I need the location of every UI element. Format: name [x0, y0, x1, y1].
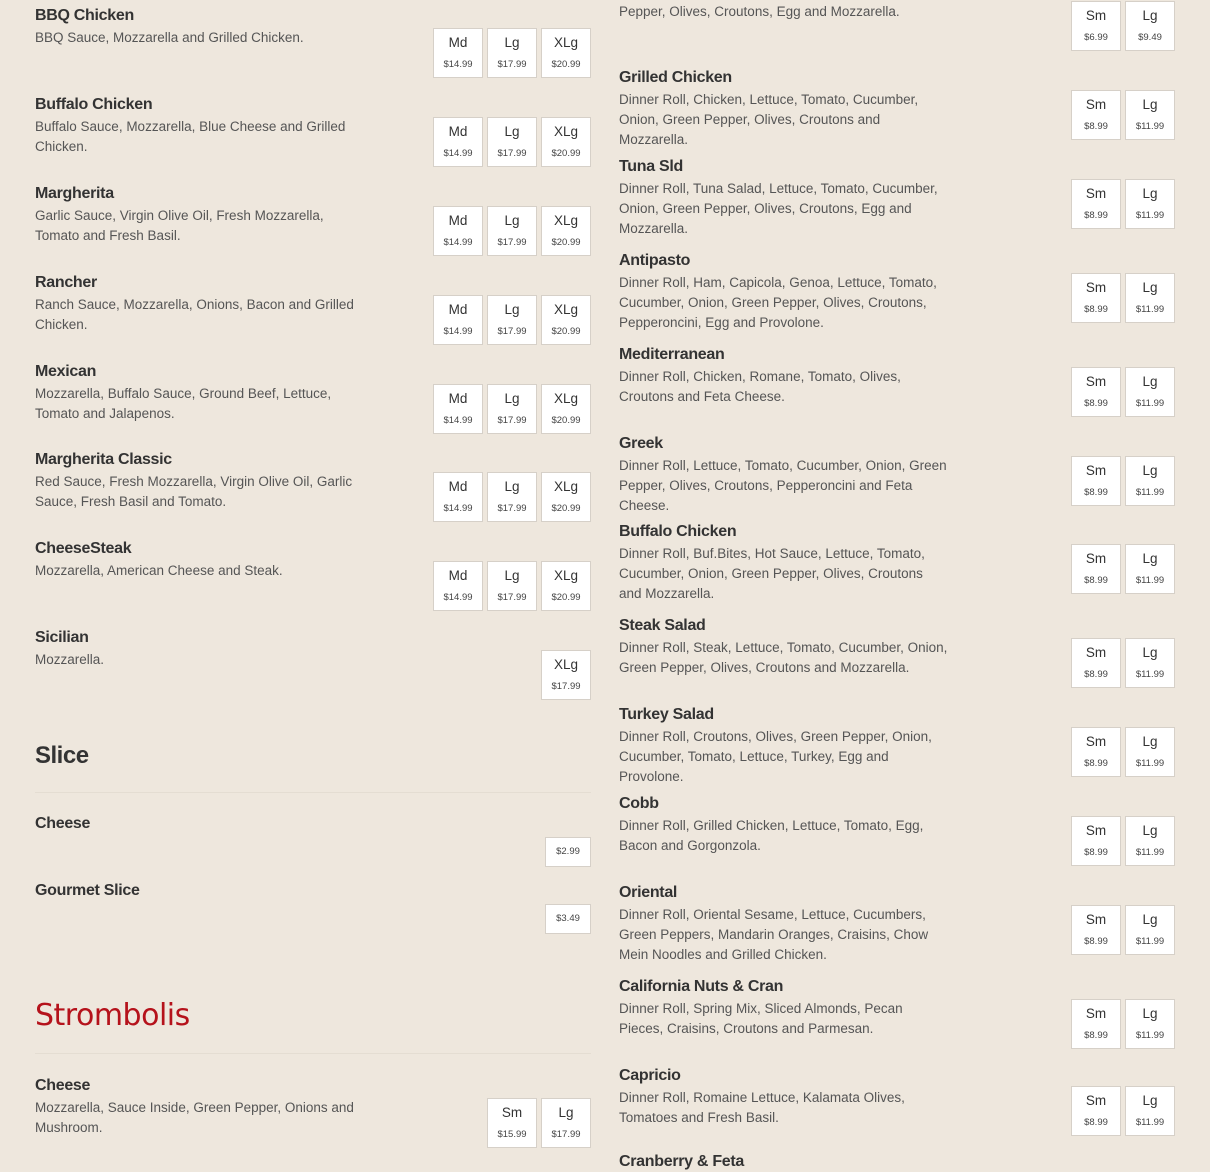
size-label: Lg: [504, 124, 520, 139]
price-label: $14.99: [443, 592, 473, 603]
menu-item: [35, 539, 591, 603]
price-label: $8.99: [1084, 487, 1108, 498]
price-options: [1071, 727, 1175, 777]
item-description: Ranch Sauce, Mozzarella, Onions, Bacon and Grilled Chicken.: [35, 297, 354, 332]
price-option-xlg[interactable]: [541, 28, 591, 78]
section-title-strombolis: Strombolis: [35, 998, 190, 1033]
price-label: $14.99: [443, 326, 473, 337]
price-label: $3.49: [556, 913, 580, 924]
item-description: Dinner Roll, Ham, Capicola, Genoa, Lettuce, Tomato, Cucumber, Onion, Green Pepper, Olives, Croutons, Pepperoncini, Egg and Provolone.: [619, 275, 937, 330]
price-options: [545, 837, 591, 867]
price-option-sm[interactable]: [1071, 905, 1121, 955]
price-option-lg[interactable]: [1125, 727, 1175, 777]
price-option-xlg[interactable]: [541, 561, 591, 611]
menu-item: [619, 345, 1175, 407]
menu-item: [35, 362, 591, 424]
price-label: $11.99: [1135, 669, 1165, 680]
item-description: Mozzarella, American Cheese and Steak.: [35, 563, 283, 578]
price-label: $17.99: [497, 503, 527, 514]
size-label: Md: [448, 302, 468, 317]
item-name: Oriental: [619, 884, 678, 901]
size-label: Sm: [1085, 734, 1107, 749]
price-option[interactable]: [545, 904, 591, 934]
price-label: $11.99: [1135, 304, 1165, 315]
price-label: $8.99: [1084, 398, 1108, 409]
price-label: $20.99: [551, 59, 581, 70]
price-option-lg[interactable]: [1125, 456, 1175, 506]
menu-item: [619, 616, 1175, 678]
price-option-xlg[interactable]: [541, 650, 591, 700]
menu-item: [619, 1066, 1175, 1128]
size-label: Sm: [1085, 97, 1107, 112]
menu-item: [35, 628, 591, 692]
price-label: $17.99: [551, 1129, 581, 1140]
size-label: Lg: [1142, 1006, 1158, 1021]
price-label: $11.99: [1135, 1030, 1165, 1041]
menu-item: [35, 6, 591, 70]
price-options: [1071, 1086, 1175, 1136]
price-options: [433, 28, 591, 78]
size-label: Lg: [558, 1105, 574, 1120]
price-option-lg[interactable]: [1125, 816, 1175, 866]
price-label: $15.99: [497, 1129, 527, 1140]
price-options: [1071, 367, 1175, 417]
price-label: $8.99: [1084, 936, 1108, 947]
price-label: $11.99: [1135, 398, 1165, 409]
size-label: XLg: [553, 568, 579, 583]
price-label: $17.99: [497, 148, 527, 159]
price-label: $8.99: [1084, 210, 1108, 221]
price-option-lg[interactable]: [487, 472, 537, 522]
item-name: Capricio: [619, 1067, 681, 1084]
size-label: XLg: [553, 124, 579, 139]
item-name: Margherita Classic: [35, 451, 172, 468]
price-option-sm[interactable]: [1071, 727, 1121, 777]
price-label: $8.99: [1084, 575, 1108, 586]
price-option-sm[interactable]: [1071, 1086, 1121, 1136]
size-label: Sm: [1085, 823, 1107, 838]
menu-item: [35, 184, 591, 246]
size-label: Lg: [1142, 823, 1158, 838]
price-label: $14.99: [443, 415, 473, 426]
item-name: Grilled Chicken: [619, 69, 732, 86]
item-description: Garlic Sauce, Virgin Olive Oil, Fresh Mozzarella, Tomato and Fresh Basil.: [35, 208, 324, 243]
price-option-sm[interactable]: [1071, 367, 1121, 417]
price-label: $11.99: [1135, 1117, 1165, 1128]
size-label: Sm: [1085, 912, 1107, 927]
item-name: Rancher: [35, 274, 97, 291]
size-label: Lg: [504, 479, 520, 494]
price-label: $20.99: [551, 415, 581, 426]
price-option-lg[interactable]: [541, 1098, 591, 1148]
section-title-slice: Slice: [35, 742, 89, 769]
price-option-md[interactable]: [433, 561, 483, 611]
price-option-lg[interactable]: [487, 561, 537, 611]
menu-item: [35, 95, 591, 157]
menu-item: [619, 705, 1175, 787]
price-option-md[interactable]: [433, 206, 483, 256]
price-option-sm[interactable]: [487, 1098, 537, 1148]
size-label: Lg: [1142, 374, 1158, 389]
size-label: Lg: [1142, 8, 1158, 23]
item-description: Dinner Roll, Romaine Lettuce, Kalamata Olives, Tomatoes and Fresh Basil.: [619, 1090, 905, 1125]
price-option-lg[interactable]: [1125, 179, 1175, 229]
price-option-sm[interactable]: [1071, 816, 1121, 866]
menu-item: [35, 273, 591, 335]
price-label: $11.99: [1135, 121, 1165, 132]
price-option-lg[interactable]: [487, 295, 537, 345]
item-name: Cobb: [619, 795, 659, 812]
price-label: $20.99: [551, 237, 581, 248]
item-description: Dinner Roll, Steak, Lettuce, Tomato, Cucumber, Onion, Green Pepper, Olives, Croutons and Mozzarella.: [619, 640, 948, 675]
size-label: Lg: [504, 35, 520, 50]
size-label: Lg: [1142, 912, 1158, 927]
size-label: Lg: [1142, 463, 1158, 478]
price-option-lg[interactable]: [1125, 90, 1175, 140]
item-name: Sicilian: [35, 629, 89, 646]
item-name: California Nuts & Cran: [619, 978, 784, 995]
size-label: Sm: [501, 1105, 523, 1120]
price-option-sm[interactable]: [1071, 179, 1121, 229]
item-description: Mozzarella.: [35, 652, 105, 667]
menu-item: [619, 883, 1175, 965]
item-name: Buffalo Chicken: [35, 96, 153, 113]
menu-item: [619, 0, 1175, 43]
price-option-xlg[interactable]: [541, 472, 591, 522]
size-label: Lg: [1142, 1093, 1158, 1108]
menu-item: [619, 251, 1175, 333]
size-label: Sm: [1085, 463, 1107, 478]
size-label: Md: [448, 479, 468, 494]
item-name: Turkey Salad: [619, 706, 714, 723]
item-description: Buffalo Sauce, Mozzarella, Blue Cheese and Grilled Chicken.: [35, 119, 346, 154]
price-options: [1071, 456, 1175, 506]
size-label: Lg: [1142, 186, 1158, 201]
price-label: $8.99: [1084, 304, 1108, 315]
price-options: [1071, 816, 1175, 866]
price-option-md[interactable]: [433, 384, 483, 434]
size-label: Lg: [1142, 97, 1158, 112]
item-description: Pepper, Olives, Croutons, Egg and Mozzarella.: [619, 4, 900, 19]
size-label: Md: [448, 35, 468, 50]
item-description: Red Sauce, Fresh Mozzarella, Virgin Olive Oil, Garlic Sauce, Fresh Basil and Tomato.: [35, 474, 353, 509]
price-option-xlg[interactable]: [541, 206, 591, 256]
price-label: $17.99: [497, 59, 527, 70]
item-name: Tuna Sld: [619, 158, 683, 175]
price-label: $17.99: [497, 415, 527, 426]
size-label: Sm: [1085, 280, 1107, 295]
item-name: Cheese: [35, 815, 91, 832]
item-name: Buffalo Chicken: [619, 523, 737, 540]
price-options: [1071, 90, 1175, 140]
size-label: XLg: [553, 657, 579, 672]
size-label: Sm: [1085, 1093, 1107, 1108]
item-description: Dinner Roll, Chicken, Romane, Tomato, Olives, Croutons and Feta Cheese.: [619, 369, 901, 404]
price-label: $14.99: [443, 148, 473, 159]
menu-item: [619, 1152, 1175, 1172]
item-description: Dinner Roll, Chicken, Lettuce, Tomato, Cucumber, Onion, Green Pepper, Olives, Croutons and Mozzarella.: [619, 92, 919, 147]
size-label: XLg: [553, 35, 579, 50]
item-description: Dinner Roll, Spring Mix, Sliced Almonds, Pecan Pieces, Craisins, Croutons and Parmesan.: [619, 1001, 903, 1036]
price-options: [433, 117, 591, 167]
menu-item: [35, 881, 591, 924]
menu-item: [619, 522, 1175, 604]
item-description: Dinner Roll, Lettuce, Tomato, Cucumber, Onion, Green Pepper, Olives, Croutons, Pepperoncini and Feta Cheese.: [619, 458, 947, 513]
price-options: [433, 561, 591, 611]
price-label: $20.99: [551, 148, 581, 159]
size-label: XLg: [553, 302, 579, 317]
price-option-sm[interactable]: [1071, 544, 1121, 594]
price-label: $20.99: [551, 503, 581, 514]
item-name: Mediterranean: [619, 346, 725, 363]
size-label: Lg: [504, 568, 520, 583]
price-option-md[interactable]: [433, 28, 483, 78]
price-label: $11.99: [1135, 487, 1165, 498]
price-label: $17.99: [497, 592, 527, 603]
size-label: Sm: [1085, 8, 1107, 23]
price-options: [1071, 179, 1175, 229]
price-label: $11.99: [1135, 210, 1165, 221]
price-options: [433, 295, 591, 345]
price-label: $11.99: [1135, 758, 1165, 769]
size-label: Lg: [1142, 551, 1158, 566]
menu-item: [619, 157, 1175, 239]
menu-item: [619, 434, 1175, 516]
price-option-lg[interactable]: [1125, 999, 1175, 1049]
item-name: Mexican: [35, 363, 97, 380]
price-label: $11.99: [1135, 936, 1165, 947]
item-name: Greek: [619, 435, 663, 452]
price-label: $8.99: [1084, 758, 1108, 769]
size-label: Sm: [1085, 645, 1107, 660]
price-option-sm[interactable]: [1071, 999, 1121, 1049]
price-label: $11.99: [1135, 847, 1165, 858]
size-label: Lg: [504, 302, 520, 317]
price-label: $6.99: [1084, 32, 1108, 43]
price-options: [487, 1098, 591, 1148]
size-label: Md: [448, 213, 468, 228]
price-options: [541, 650, 591, 700]
item-name: Cranberry & Feta: [619, 1153, 745, 1170]
price-label: $20.99: [551, 592, 581, 603]
item-description: Dinner Roll, Grilled Chicken, Lettuce, Tomato, Egg, Bacon and Gorgonzola.: [619, 818, 924, 853]
price-options: [1071, 638, 1175, 688]
price-label: $17.99: [497, 237, 527, 248]
price-label: $17.99: [497, 326, 527, 337]
price-label: $14.99: [443, 503, 473, 514]
size-label: Sm: [1085, 186, 1107, 201]
size-label: Sm: [1085, 374, 1107, 389]
item-description: Dinner Roll, Buf.Bites, Hot Sauce, Lettuce, Tomato, Cucumber, Onion, Green Pepper, Olives, Croutons and Mozzarella.: [619, 546, 925, 601]
section-divider: [35, 792, 591, 793]
price-label: $9.49: [1138, 32, 1162, 43]
price-label: $8.99: [1084, 1030, 1108, 1041]
menu-item: [35, 814, 591, 857]
item-name: Gourmet Slice: [35, 882, 140, 899]
item-name: CheeseSteak: [35, 540, 132, 557]
item-name: Antipasto: [619, 252, 691, 269]
size-label: Md: [448, 124, 468, 139]
size-label: Lg: [1142, 645, 1158, 660]
size-label: Lg: [504, 213, 520, 228]
price-option-xlg[interactable]: [541, 384, 591, 434]
price-option-xlg[interactable]: [541, 295, 591, 345]
price-options: [433, 206, 591, 256]
price-option-sm[interactable]: [1071, 456, 1121, 506]
price-label: $2.99: [556, 846, 580, 857]
price-option-lg[interactable]: [1125, 1, 1175, 51]
price-option-lg[interactable]: [487, 28, 537, 78]
price-options: [1071, 905, 1175, 955]
size-label: Sm: [1085, 551, 1107, 566]
menu-item: [619, 68, 1175, 150]
price-option-lg[interactable]: [487, 384, 537, 434]
size-label: XLg: [553, 391, 579, 406]
item-name: BBQ Chicken: [35, 7, 134, 24]
price-label: $8.99: [1084, 847, 1108, 858]
item-name: Margherita: [35, 185, 114, 202]
price-option-lg[interactable]: [1125, 273, 1175, 323]
item-description: BBQ Sauce, Mozzarella and Grilled Chicken.: [35, 30, 304, 45]
size-label: Lg: [1142, 734, 1158, 749]
price-label: $14.99: [443, 59, 473, 70]
menu-item: [35, 450, 591, 512]
price-options: [1071, 273, 1175, 323]
price-option-sm[interactable]: [1071, 273, 1121, 323]
size-label: Sm: [1085, 1006, 1107, 1021]
price-option[interactable]: [545, 837, 591, 867]
menu-item: [619, 794, 1175, 856]
section-divider: [35, 1053, 591, 1054]
size-label: Lg: [1142, 280, 1158, 295]
size-label: Md: [448, 568, 468, 583]
price-option-sm[interactable]: [1071, 90, 1121, 140]
price-options: [1071, 544, 1175, 594]
price-label: $20.99: [551, 326, 581, 337]
item-description: Dinner Roll, Oriental Sesame, Lettuce, Cucumbers, Green Peppers, Mandarin Oranges, Craisins, Chow Mein Noodles and Grilled Chicken.: [619, 907, 929, 962]
price-options: [433, 384, 591, 434]
price-option-lg[interactable]: [1125, 638, 1175, 688]
price-option-xlg[interactable]: [541, 117, 591, 167]
price-label: $8.99: [1084, 1117, 1108, 1128]
price-label: $8.99: [1084, 121, 1108, 132]
size-label: XLg: [553, 213, 579, 228]
price-option-lg[interactable]: [487, 206, 537, 256]
price-option-md[interactable]: [433, 117, 483, 167]
price-option-lg[interactable]: [1125, 905, 1175, 955]
item-name: Steak Salad: [619, 617, 706, 634]
price-label: $14.99: [443, 237, 473, 248]
item-description: Dinner Roll, Tuna Salad, Lettuce, Tomato, Cucumber, Onion, Green Pepper, Olives, Croutons, Egg and Mozzarella.: [619, 181, 938, 236]
price-option-sm[interactable]: [1071, 638, 1121, 688]
size-label: Md: [448, 391, 468, 406]
price-option-lg[interactable]: [1125, 367, 1175, 417]
size-label: XLg: [553, 479, 579, 494]
price-option-lg[interactable]: [487, 117, 537, 167]
price-option-lg[interactable]: [1125, 1086, 1175, 1136]
menu-item: [35, 1076, 591, 1138]
price-option-md[interactable]: [433, 295, 483, 345]
item-description: Mozzarella, Buffalo Sauce, Ground Beef, Lettuce, Tomato and Jalapenos.: [35, 386, 332, 421]
menu-item: [619, 977, 1175, 1039]
item-name: Cheese: [35, 1077, 91, 1094]
price-label: $8.99: [1084, 669, 1108, 680]
item-description: Mozzarella, Sauce Inside, Green Pepper, Onions and Mushroom.: [35, 1100, 354, 1135]
price-option-lg[interactable]: [1125, 544, 1175, 594]
size-label: Lg: [504, 391, 520, 406]
item-description: Dinner Roll, Croutons, Olives, Green Pepper, Onion, Cucumber, Tomato, Lettuce, Turkey, Egg and Provolone.: [619, 729, 932, 784]
price-label: $17.99: [551, 681, 581, 692]
price-options: [545, 904, 591, 934]
price-label: $11.99: [1135, 575, 1165, 586]
price-option-md[interactable]: [433, 472, 483, 522]
price-options: [433, 472, 591, 522]
price-option-sm[interactable]: [1071, 1, 1121, 51]
price-options: [1071, 999, 1175, 1049]
price-options: [1071, 1, 1175, 51]
